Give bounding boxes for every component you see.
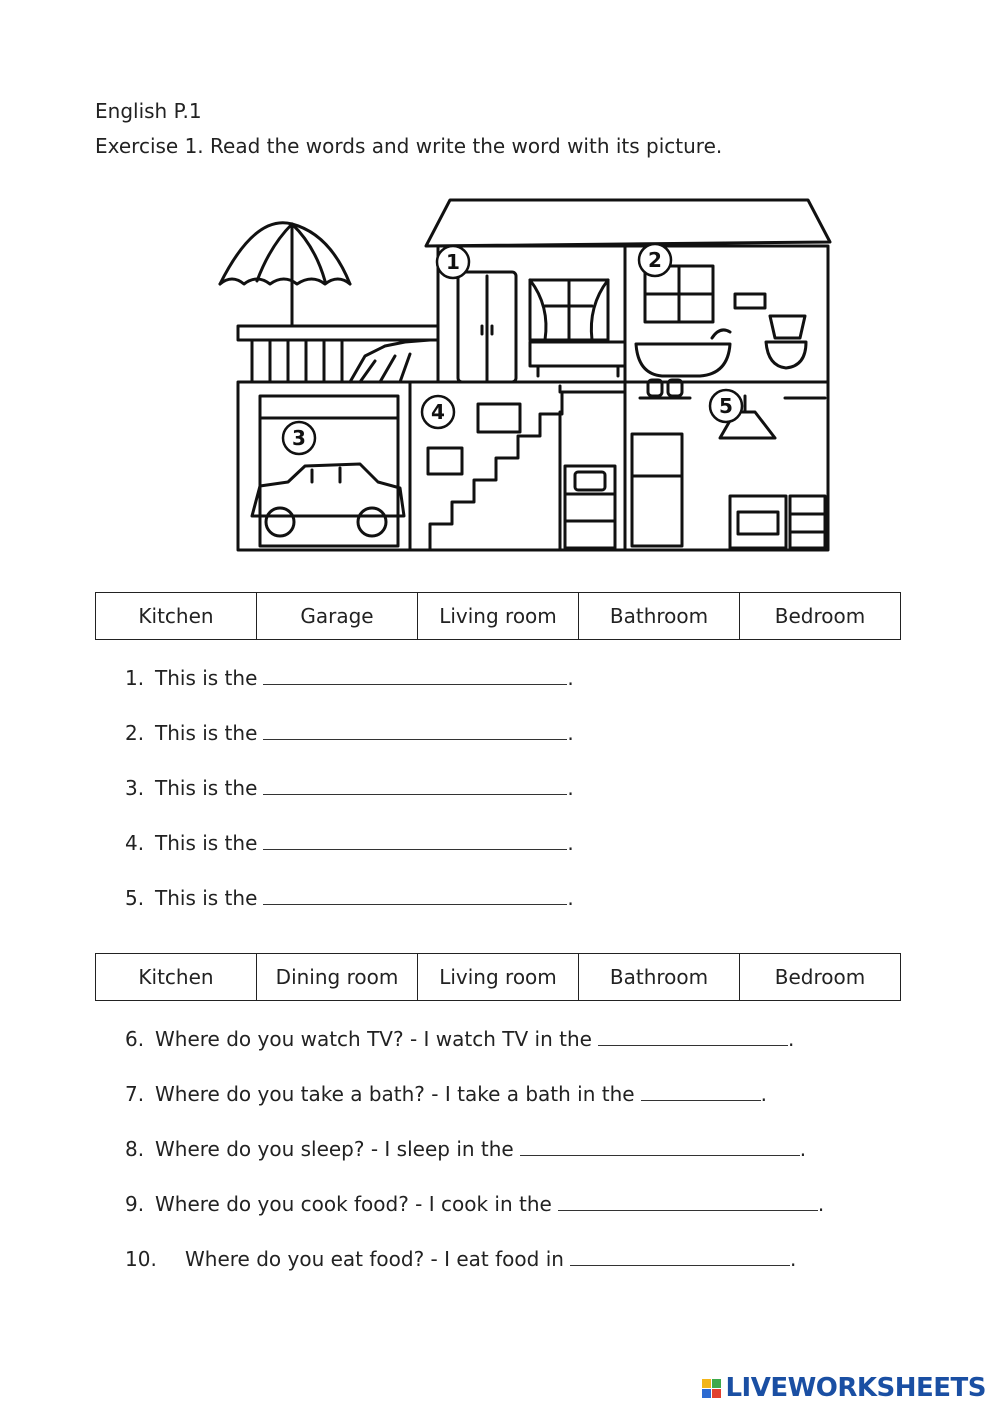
question-number: 7. [125, 1082, 145, 1106]
room-number-4: 4 [431, 400, 445, 424]
question-end: . [817, 1192, 825, 1216]
question-end: . [789, 1247, 797, 1271]
page-title: English P.1 [95, 99, 202, 123]
question-text: Where do you cook food? - I cook in the [155, 1192, 552, 1216]
question-text: Where do you take a bath? - I take a bath in the [155, 1082, 635, 1106]
towel-icon [735, 294, 765, 308]
question-10 [125, 1247, 796, 1271]
garage-door-icon [260, 396, 398, 546]
question-end: . [567, 776, 574, 800]
question-5 [125, 886, 574, 910]
question-text: This is the [155, 666, 258, 690]
roof [426, 200, 830, 246]
room-number-3: 3 [292, 426, 306, 450]
word-bank-item: Bedroom [740, 593, 901, 640]
question-number: 9. [125, 1192, 145, 1216]
answer-blank[interactable] [598, 1027, 788, 1046]
question-text: Where do you watch TV? - I watch TV in the [155, 1027, 592, 1051]
question-text: Where do you sleep? - I sleep in the [155, 1137, 514, 1161]
wardrobe-icon [458, 272, 516, 382]
question-end: . [799, 1137, 807, 1161]
question-end: . [567, 666, 574, 690]
question-text: This is the [155, 776, 258, 800]
answer-blank[interactable] [263, 776, 567, 795]
question-number: 1. [125, 666, 145, 690]
toilet-icon [766, 316, 806, 368]
answer-blank[interactable] [570, 1247, 790, 1266]
exercise-instruction: Exercise 1. Read the words and write the word with its picture. [95, 134, 723, 158]
question-end: . [567, 721, 574, 745]
question-9 [125, 1192, 824, 1216]
fridge-icon [632, 434, 682, 546]
answer-blank[interactable] [263, 831, 567, 850]
word-bank-item: Dining room [257, 954, 418, 1001]
word-bank-item: Kitchen [96, 593, 257, 640]
word-bank-1 [95, 592, 901, 640]
question-end: . [567, 886, 574, 910]
cabinet-icon [565, 466, 615, 548]
word-bank-item: Living room [418, 593, 579, 640]
house-illustration [200, 176, 860, 576]
bathtub-icon [636, 330, 730, 376]
question-7 [125, 1082, 767, 1106]
question-number: 2. [125, 721, 145, 745]
room-number-2: 2 [648, 248, 662, 272]
question-2 [125, 721, 574, 745]
bedroom-window-icon [530, 280, 608, 340]
liveworksheets-logo [702, 1373, 986, 1403]
question-6 [125, 1027, 794, 1051]
answer-blank[interactable] [641, 1082, 761, 1101]
question-text: Where do you eat food? - I eat food in [185, 1247, 564, 1271]
answer-blank[interactable] [520, 1137, 800, 1156]
word-bank-item: Garage [257, 593, 418, 640]
word-bank-item: Living room [418, 954, 579, 1001]
question-4 [125, 831, 574, 855]
answer-blank[interactable] [263, 721, 567, 740]
question-number: 10. [125, 1247, 157, 1271]
answer-blank[interactable] [263, 886, 567, 905]
question-end: . [760, 1082, 767, 1106]
brand-name: LIVEWORKSHEETS [725, 1373, 986, 1403]
question-end: . [567, 831, 574, 855]
answer-blank[interactable] [263, 666, 567, 685]
word-bank-item: Kitchen [96, 954, 257, 1001]
room-number-5: 5 [719, 394, 733, 418]
word-bank-item: Bathroom [579, 954, 740, 1001]
car-icon [252, 464, 404, 536]
question-text: This is the [155, 721, 258, 745]
question-1 [125, 666, 574, 690]
stove-icon [730, 496, 786, 548]
word-bank-item: Bathroom [579, 593, 740, 640]
question-3 [125, 776, 574, 800]
answer-blank[interactable] [558, 1192, 818, 1211]
stairs-icon [430, 386, 625, 550]
word-bank-item: Bedroom [740, 954, 901, 1001]
question-number: 4. [125, 831, 145, 855]
room-number-1: 1 [446, 250, 460, 274]
logo-mark-icon [702, 1379, 721, 1398]
word-bank-2 [95, 953, 901, 1001]
question-8 [125, 1137, 806, 1161]
question-number: 6. [125, 1027, 145, 1051]
question-text: This is the [155, 886, 258, 910]
balcony-railing [238, 326, 438, 382]
upper-floor-outline [438, 246, 828, 382]
bed-icon [530, 342, 625, 376]
drawers-icon [790, 496, 825, 548]
question-number: 8. [125, 1137, 145, 1161]
umbrella-icon [220, 223, 350, 326]
question-end: . [787, 1027, 795, 1051]
question-number: 3. [125, 776, 145, 800]
question-text: This is the [155, 831, 258, 855]
question-number: 5. [125, 886, 145, 910]
